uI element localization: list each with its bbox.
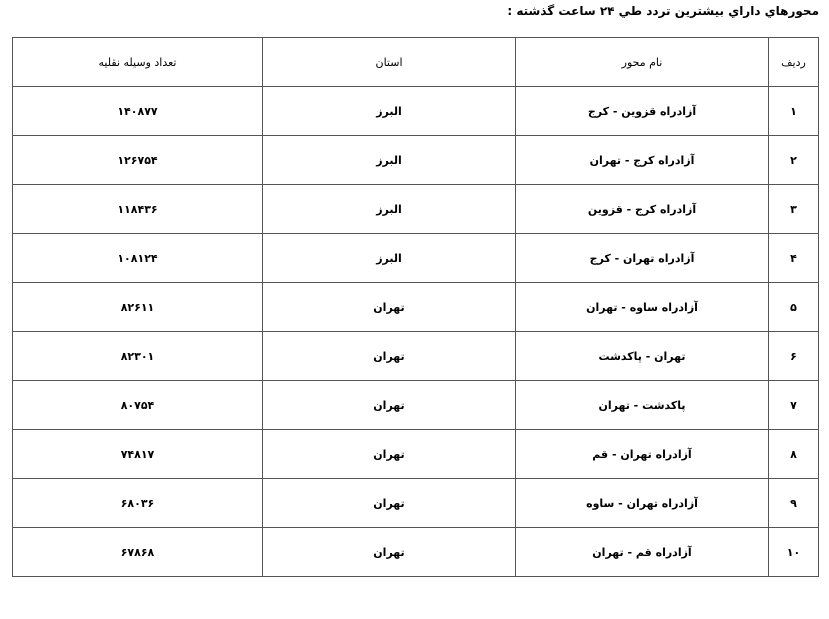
province: تهران	[263, 283, 516, 332]
table-row	[13, 87, 819, 136]
table-row	[13, 479, 819, 528]
vehicle-count: ۱۴۰۸۷۷	[13, 87, 263, 136]
table-header-row	[13, 38, 819, 87]
province: تهران	[263, 528, 516, 577]
table-row	[13, 528, 819, 577]
vehicle-count: ۷۴۸۱۷	[13, 430, 263, 479]
header-vehicle-count: تعداد وسيله نقليه	[13, 38, 263, 87]
table-row	[13, 430, 819, 479]
row-number: ۱۰	[769, 528, 819, 577]
road-name: آزادراه ساوه - تهران	[516, 283, 769, 332]
header-road-name: نام محور	[516, 38, 769, 87]
vehicle-count: ۸۲۶۱۱	[13, 283, 263, 332]
province: البرز	[263, 185, 516, 234]
header-row-number: رديف	[769, 38, 819, 87]
province: البرز	[263, 87, 516, 136]
table-row	[13, 136, 819, 185]
table-row	[13, 381, 819, 430]
vehicle-count: ۱۲۶۷۵۴	[13, 136, 263, 185]
table-row	[13, 332, 819, 381]
row-number: ۵	[769, 283, 819, 332]
row-number: ۲	[769, 136, 819, 185]
vehicle-count: ۸۰۷۵۴	[13, 381, 263, 430]
road-name: آزادراه كرج - تهران	[516, 136, 769, 185]
vehicle-count: ۱۰۸۱۲۴	[13, 234, 263, 283]
road-name: آزادراه كرج - قزوين	[516, 185, 769, 234]
table-row	[13, 185, 819, 234]
table-row	[13, 234, 819, 283]
row-number: ۸	[769, 430, 819, 479]
row-number: ۱	[769, 87, 819, 136]
row-number: ۴	[769, 234, 819, 283]
vehicle-count: ۶۷۸۶۸	[13, 528, 263, 577]
vehicle-count: ۸۲۳۰۱	[13, 332, 263, 381]
province: تهران	[263, 430, 516, 479]
row-number: ۶	[769, 332, 819, 381]
vehicle-count: ۱۱۸۴۳۶	[13, 185, 263, 234]
road-name: آزادراه تهران - كرج	[516, 234, 769, 283]
province: البرز	[263, 136, 516, 185]
road-name: پاكدشت - تهران	[516, 381, 769, 430]
row-number: ۷	[769, 381, 819, 430]
province: تهران	[263, 381, 516, 430]
vehicle-count: ۶۸۰۳۶	[13, 479, 263, 528]
traffic-table	[12, 37, 819, 577]
road-name: آزادراه تهران - قم	[516, 430, 769, 479]
province: تهران	[263, 332, 516, 381]
row-number: ۳	[769, 185, 819, 234]
row-number: ۹	[769, 479, 819, 528]
province: البرز	[263, 234, 516, 283]
road-name: آزادراه قزوين - كرج	[516, 87, 769, 136]
table-row	[13, 283, 819, 332]
province: تهران	[263, 479, 516, 528]
page-title: محورهاي داراي بيشترين تردد طي ۲۴ ساعت گذشته :	[507, 4, 819, 18]
road-name: آزادراه قم - تهران	[516, 528, 769, 577]
road-name: تهران - پاكدشت	[516, 332, 769, 381]
header-province: استان	[263, 38, 516, 87]
road-name: آزادراه تهران - ساوه	[516, 479, 769, 528]
